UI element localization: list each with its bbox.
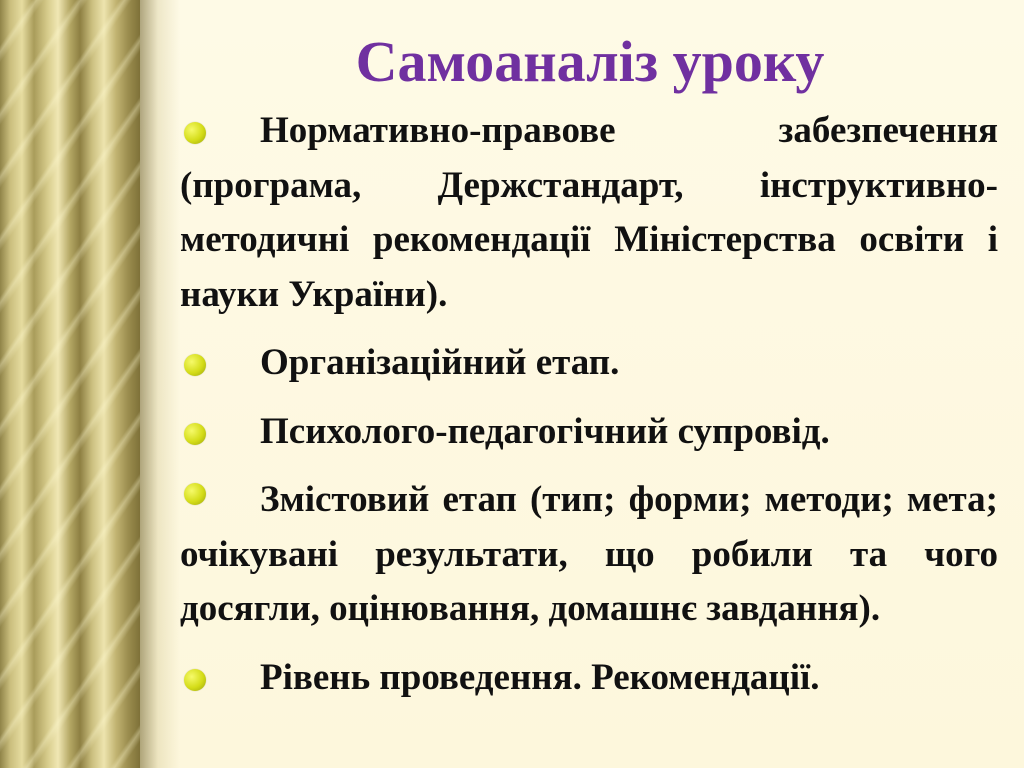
bullet-icon <box>184 354 206 376</box>
decorative-gold-pillar <box>0 0 140 768</box>
list-item-text: Психолого-педагогічний супровід. <box>260 410 830 452</box>
list-item <box>180 104 998 322</box>
pillar-shadow <box>140 0 180 768</box>
slide-title: Самоаналіз уроку <box>355 29 825 94</box>
list-item <box>180 336 998 391</box>
bullet-icon <box>184 483 206 505</box>
bullet-icon <box>184 122 206 144</box>
bullet-icon <box>184 669 206 691</box>
list-item-text: Рівень проведення. Рекомендації. <box>260 656 820 698</box>
bullet-list <box>180 104 998 719</box>
bullet-icon <box>184 423 206 445</box>
list-item-text: Змістовий етап (тип; форми; методи; мета; очікувані результати, що робили та чого досягли, оцінювання, домашнє завдання). <box>180 479 998 629</box>
list-item <box>180 405 998 460</box>
list-item <box>180 473 998 637</box>
list-item-text: Нормативно-правове забезпечення (програма, Держстандарт, інструктивно-методичні рекомендації Міністерства освіти і науки України). <box>180 110 998 315</box>
list-item <box>180 651 998 706</box>
list-item-text: Організаційний етап. <box>260 342 620 383</box>
